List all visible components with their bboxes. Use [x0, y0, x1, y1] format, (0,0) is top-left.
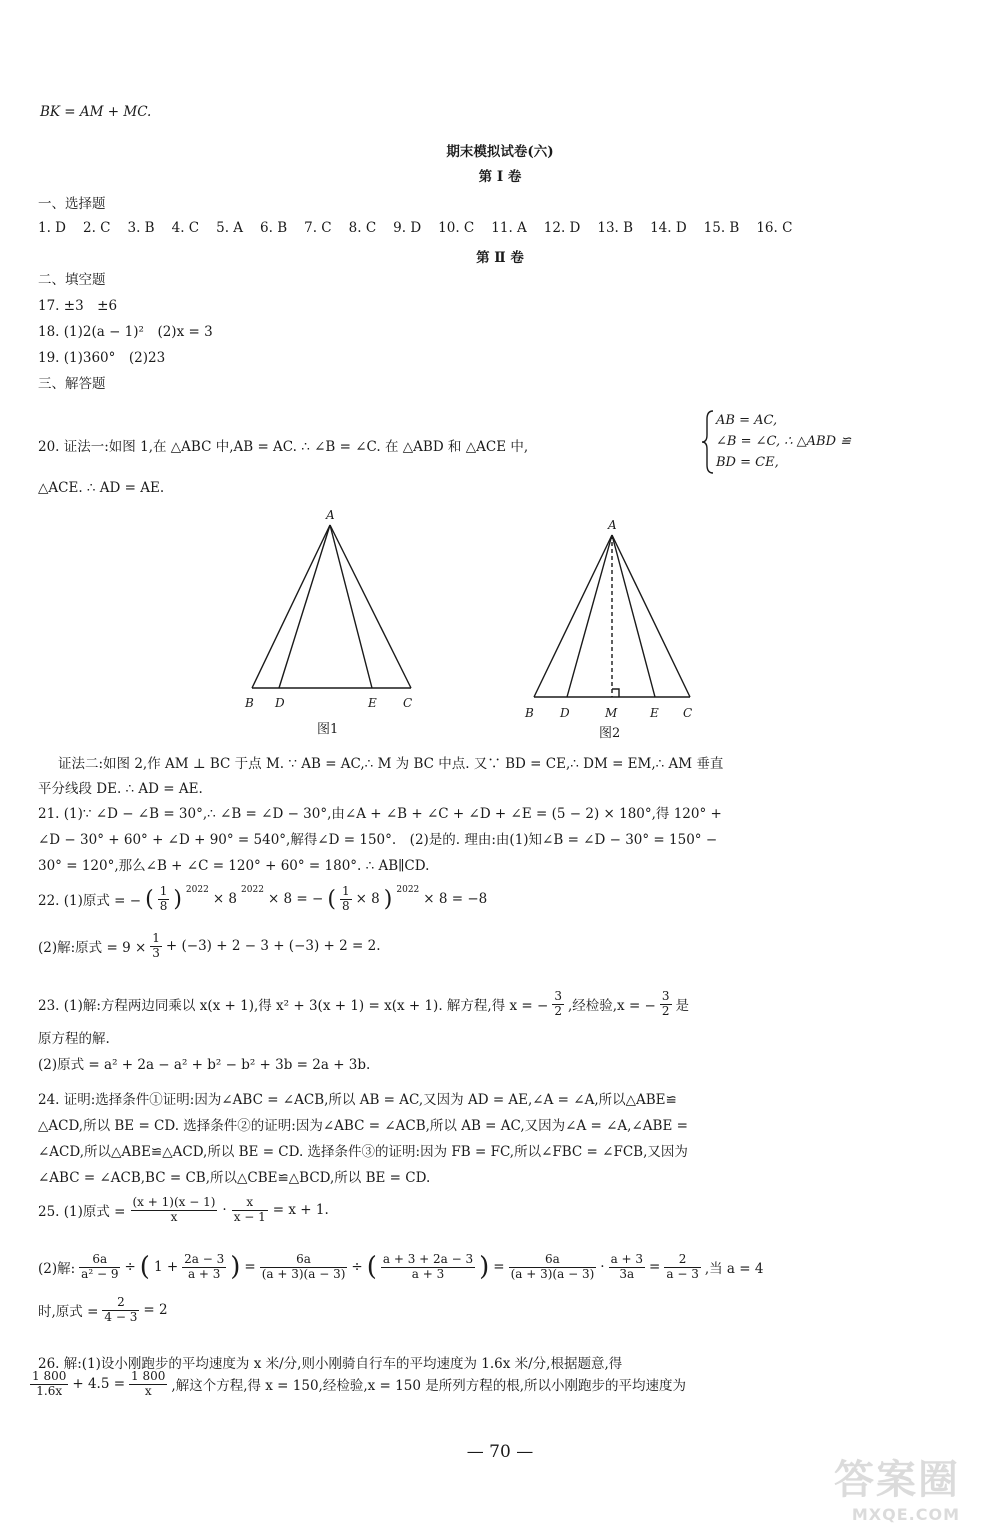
q22-part2 — [38, 932, 381, 961]
fraction — [381, 1253, 475, 1282]
fraction — [232, 1196, 268, 1225]
exponent: 2022 — [396, 885, 420, 895]
fig1-caption: 图1 — [317, 722, 339, 737]
frac-den: 4 − 3 — [104, 1309, 138, 1324]
q25-2b-prefix: 时,原式 = — [38, 1304, 99, 1321]
figure-2 — [515, 515, 715, 745]
fig2-label-m: M — [605, 706, 618, 720]
q22-1-mid2: × 8 = − — [267, 891, 324, 908]
fraction — [182, 1253, 226, 1282]
frac-num: 1 — [152, 931, 160, 945]
section1-heading: 一、选择题 — [38, 196, 106, 212]
q22-1-prefix: 22. (1)原式 = − — [38, 893, 142, 910]
fig2-side-ab — [534, 535, 612, 697]
frac-num: 1 — [159, 884, 168, 898]
fraction — [509, 1253, 597, 1282]
choice-answer: 1. D — [38, 220, 66, 236]
frac-den: 2 — [554, 1003, 562, 1018]
fig1-side-ac — [330, 525, 411, 688]
paren-left-icon: ( — [139, 1252, 150, 1282]
q24-line3: ∠ACD,所以△ABE≌△ACD,所以 BE = CD. 选择条件③的证明:因为 FB = FC,所以∠FBC = ∠FCB,又因为 — [38, 1144, 688, 1160]
section3-heading: 三、解答题 — [38, 376, 106, 392]
q19-answer: 19. (1)360° (2)23 — [38, 350, 166, 366]
fig2-label-e: E — [650, 706, 659, 720]
fig2-label-b: B — [525, 706, 534, 720]
paren-left-icon: ( — [327, 886, 336, 912]
watermark-logo — [834, 1448, 960, 1524]
exam-title: 期末模拟试卷(六) — [446, 144, 554, 160]
figure-1 — [235, 505, 435, 740]
q22-1-mid: × 8 — [212, 891, 238, 908]
exponent: 2022 — [185, 885, 209, 895]
choice-answer: 11. A — [491, 220, 527, 236]
frac-den: x — [144, 1383, 152, 1398]
choice-answer: 14. D — [650, 220, 687, 236]
fraction — [150, 932, 162, 961]
choice-answer: 8. C — [348, 220, 377, 236]
q25-part2 — [38, 1252, 763, 1282]
frac-den: (a + 3)(a − 3) — [261, 1266, 346, 1281]
paren-right-icon: ) — [173, 886, 182, 912]
fraction — [552, 990, 564, 1019]
q23-part1-b: 原方程的解. — [38, 1031, 110, 1047]
proof2-line2: 平分线段 DE. ∴ AD = AE. — [38, 781, 203, 797]
frac-den: 1.6x — [36, 1383, 63, 1398]
fig1-label-e: E — [368, 696, 377, 710]
frac-num: 3 — [661, 989, 670, 1003]
q23-1-prefix: 23. (1)解:方程两边同乘以 x(x + 1),得 x² + 3(x + 1) = x(x + 1). 解方程,得 x = − — [38, 998, 549, 1015]
fig2-label-c: C — [683, 706, 693, 720]
q22-1-suffix: × 8 = −8 — [423, 891, 488, 908]
volume1-title: 第 Ⅰ 卷 — [478, 169, 522, 185]
proof2-line1: 证法二:如图 2,作 AM ⊥ BC 于点 M. ∵ AB = AC,∴ M 为 BC 中点. 又∵ BD = CE,∴ DM = EM,∴ AM 垂直 — [58, 756, 724, 772]
frac-den: 8 — [159, 898, 168, 913]
paren-right-icon: ) — [383, 886, 393, 912]
exponent: 2022 — [241, 885, 264, 895]
choice-answer: 2. C — [83, 220, 111, 236]
q23-1-suffix: 是 — [675, 998, 689, 1015]
choice-answer: 3. B — [127, 220, 155, 236]
fig1-segment-ae — [330, 525, 372, 688]
frac-den: 2 — [661, 1003, 670, 1018]
watermark-text: 答案圈 — [834, 1457, 960, 1503]
q22-2-prefix: (2)解:原式 = 9 × — [38, 940, 147, 957]
frac-den: 3 — [152, 945, 160, 960]
frac-den: x − 1 — [233, 1209, 266, 1224]
q26-mid: + 4.5 = — [72, 1376, 126, 1393]
q22-1-mid3: × 8 — [355, 891, 380, 908]
fig1-label-b: B — [245, 696, 254, 710]
q25-2-b-pre: 1 + — [153, 1259, 179, 1275]
frac-den: a + 3 — [411, 1266, 445, 1281]
fig2-side-ac — [612, 535, 690, 697]
choice-answers — [38, 220, 792, 236]
watermark-url: MXQE.COM — [851, 1505, 960, 1524]
q25-2b-suffix: = 2 — [143, 1302, 168, 1319]
choice-answer: 7. C — [304, 220, 332, 236]
q25-part1 — [38, 1196, 329, 1225]
choice-answer: 10. C — [438, 220, 475, 236]
frac-num: 6a — [79, 1253, 120, 1268]
q23-part1 — [38, 990, 689, 1019]
frac-den: a − 3 — [666, 1266, 699, 1281]
q25-part2-b — [38, 1296, 168, 1325]
equals-sign: = — [244, 1259, 256, 1275]
dot-operator: · — [600, 1259, 605, 1275]
fig2-segment-ae — [612, 535, 655, 697]
fraction — [340, 885, 352, 914]
q20-brace-system — [716, 410, 851, 473]
fraction — [131, 1196, 218, 1225]
choice-answer: 15. B — [703, 220, 740, 236]
frac-num: 6a — [260, 1253, 348, 1268]
brace-line: ∠B = ∠C, ∴ △ABD ≌ — [716, 434, 852, 449]
choice-answer: 9. D — [393, 220, 422, 236]
q21-line2: ∠D − 30° + 60° + ∠D + 90° = 540°,解得∠D = 150°. (2)是的. 理由:由(1)知∠B = ∠D − 30° = 150° − — [38, 832, 718, 848]
choice-answer: 16. C — [756, 220, 793, 236]
q24-line2: △ACD,所以 BE = CD. 选择条件②的证明:因为∠ABC = ∠ACB,所以 AB = AC,又因为∠A = ∠A,∠ABE = — [38, 1118, 688, 1134]
equals-sign: = — [649, 1259, 661, 1275]
q20-line2: △ACE. ∴ AD = AE. — [38, 480, 165, 496]
dot-operator: · — [222, 1202, 227, 1219]
frac-den: a + 3 — [187, 1266, 221, 1281]
q26-equation — [30, 1370, 686, 1399]
brace-line: BD = CE, — [716, 455, 779, 470]
frac-num: 3 — [554, 989, 562, 1003]
choice-answer: 4. C — [171, 220, 200, 236]
q21-line1: 21. (1)∵ ∠D − ∠B = 30°,∴ ∠B = ∠D − 30°,由∠A + ∠B + ∠C + ∠D + ∠E = (5 − 2) × 180°,得 120° + — [38, 806, 722, 822]
q25-2-suffix: ,当 a = 4 — [704, 1261, 764, 1277]
frac-num: 1 800 — [131, 1369, 166, 1383]
frac-den: (a + 3)(a − 3) — [510, 1266, 595, 1281]
frac-num: x — [232, 1196, 268, 1211]
divide-operator: ÷ — [351, 1259, 363, 1275]
fraction — [158, 885, 170, 914]
frac-den: x — [170, 1209, 178, 1224]
fig2-label-d: D — [560, 706, 570, 720]
fraction — [664, 1253, 700, 1282]
frac-num: 1 800 — [32, 1369, 67, 1383]
paren-right-icon: ) — [479, 1252, 490, 1282]
fraction — [660, 990, 672, 1019]
q22-2-suffix: + (−3) + 2 − 3 + (−3) + 2 = 2. — [165, 938, 381, 955]
paren-left-icon: ( — [366, 1252, 377, 1282]
q25-1-prefix: 25. (1)原式 = — [38, 1204, 126, 1221]
fig1-label-a: A — [326, 508, 335, 522]
fraction — [609, 1253, 645, 1282]
q24-line4: ∠ABC = ∠ACB,BC = CB,所以△CBE≌△BCD,所以 BE = CD. — [38, 1170, 431, 1186]
q26-line1: 26. 解:(1)设小刚跑步的平均速度为 x 米/分,则小刚骑自行车的平均速度为 1.6x 米/分,根据题意,得 — [38, 1356, 623, 1372]
continuation-text: BK = AM + MC. — [40, 104, 152, 120]
choice-answer: 12. D — [543, 220, 581, 236]
q20-line1: 20. 证法一:如图 1,在 △ABC 中,AB = AC. ∴ ∠B = ∠C. 在 △ABD 和 △ACE 中, — [38, 439, 529, 455]
q25-2-prefix: (2)解: — [38, 1261, 76, 1277]
fraction — [102, 1296, 139, 1325]
frac-den: 3a — [619, 1266, 635, 1281]
equals-sign: = — [493, 1259, 505, 1275]
frac-num: 2 — [102, 1296, 139, 1311]
q17-answer: 17. ±3 ±6 — [38, 298, 118, 314]
fig1-label-c: C — [403, 696, 413, 710]
frac-num: 2a − 3 — [184, 1251, 225, 1266]
right-angle-icon — [612, 689, 619, 697]
paren-left-icon: ( — [145, 886, 154, 912]
fig2-label-a: A — [608, 518, 617, 532]
fig1-segment-ad — [279, 525, 330, 688]
choice-answer: 5. A — [216, 220, 244, 236]
frac-num: a + 3 — [610, 1251, 644, 1266]
q23-1-mid: ,经检验,x = − — [567, 998, 656, 1015]
frac-num: (x + 1)(x − 1) — [132, 1195, 216, 1209]
choice-answer: 13. B — [597, 220, 634, 236]
q21-line3: 30° = 120°,那么∠B + ∠C = 120° + 60° = 180°. ∴ AB∥CD. — [38, 858, 430, 874]
q22-part1 — [38, 885, 487, 914]
divide-operator: ÷ — [124, 1259, 136, 1275]
q23-part2: (2)原式 = a² + 2a − a² + b² − b² + 3b = 2a + 3b. — [38, 1057, 371, 1073]
paren-right-icon: ) — [230, 1252, 241, 1282]
frac-num: 6a — [509, 1253, 597, 1268]
frac-num: a + 3 + 2a − 3 — [382, 1251, 474, 1266]
q18-answer: 18. (1)2(a − 1)² (2)x = 3 — [38, 324, 213, 340]
frac-num: 1 — [341, 884, 350, 898]
fig1-side-ab — [252, 525, 330, 688]
fraction — [129, 1370, 167, 1399]
fraction — [30, 1370, 68, 1399]
q25-1-suffix: = x + 1. — [272, 1202, 329, 1219]
frac-den: 8 — [341, 898, 350, 913]
choice-answer: 6. B — [260, 220, 288, 236]
q24-line1: 24. 证明:选择条件①证明:因为∠ABC = ∠ACB,所以 AB = AC,又因为 AD = AE,∠A = ∠A,所以△ABE≌ — [38, 1092, 677, 1108]
section2-heading: 二、填空题 — [38, 272, 106, 288]
q26-suffix: ,解这个方程,得 x = 150,经检验,x = 150 是所列方程的根,所以小刚跑步的平均速度为 — [171, 1378, 686, 1395]
brace-line: AB = AC, — [716, 413, 778, 428]
fig2-caption: 图2 — [599, 726, 621, 741]
fig1-label-d: D — [275, 696, 285, 710]
fraction — [260, 1253, 348, 1282]
fraction — [79, 1253, 120, 1282]
page-number: — 70 — — [466, 1442, 534, 1462]
frac-den: a² − 9 — [81, 1266, 119, 1281]
frac-num: 2 — [664, 1253, 700, 1268]
volume2-title: 第 Ⅱ 卷 — [476, 250, 524, 266]
brace-icon — [701, 409, 715, 475]
